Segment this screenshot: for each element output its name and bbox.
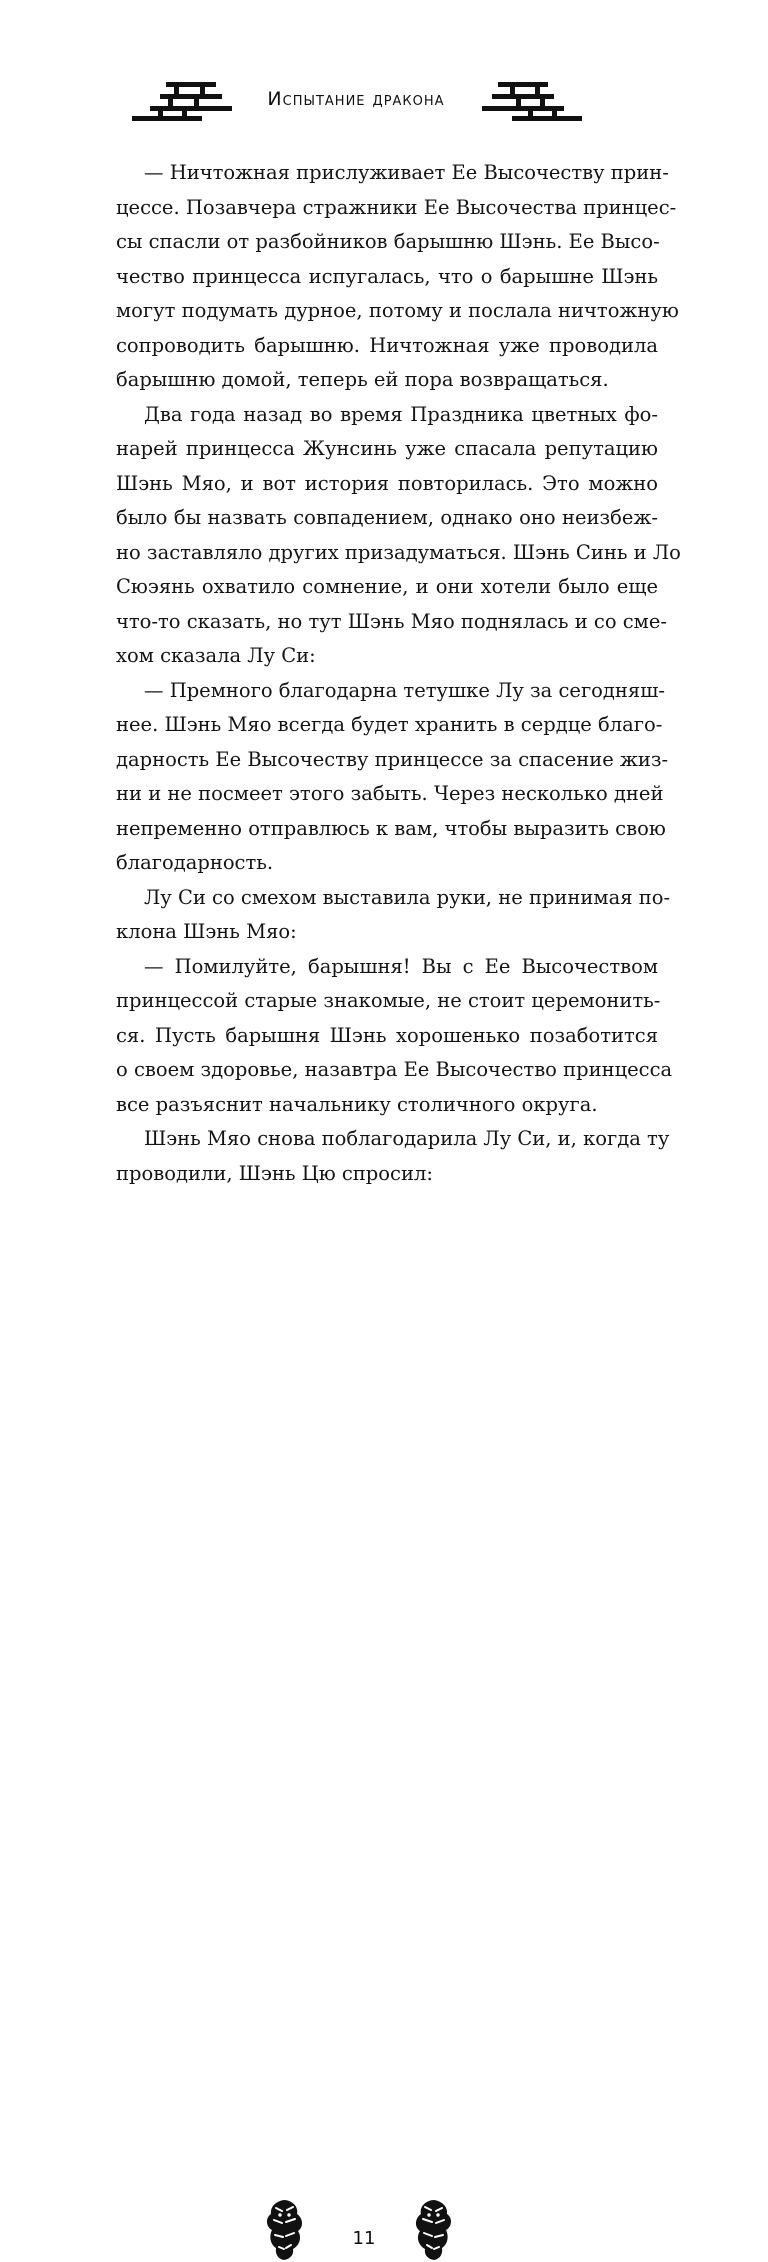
text-line: нее. Шэнь Мяо всегда будет хранить в сердце благо- [116, 713, 663, 736]
text-line: все разъяснит начальнику столичного округа. [116, 1092, 598, 1116]
text-line: Шэнь Мяо снова поблагодарила Лу Си, и, когда ту [144, 1127, 670, 1150]
text-line: непременно отправлюсь к вам, чтобы выразить свою [116, 816, 666, 840]
tiger-icon [262, 2198, 306, 2262]
text-line: Лу Си со смехом выставила руки, не принимая по- [144, 885, 671, 909]
text-line: благодарность. [116, 851, 274, 874]
text-line: барышню домой, теперь ей пора возвращаться. [116, 368, 609, 391]
text-line: но заставляло других призадуматься. Шэнь Синь и Ло [116, 540, 681, 564]
tiger-icon [412, 2198, 456, 2262]
text-line: могут подумать дурное, потому и послала ничтожную [116, 299, 679, 322]
text-line: о своем здоровье, назавтра Ее Высочество принцесса [116, 1058, 673, 1081]
text-line: нарей принцесса Жунсинь уже спасала репутацию [116, 437, 658, 460]
text-line: что-то сказать, но тут Шэнь Мяо поднялась и со сме- [116, 609, 667, 633]
text-line: чество принцесса испугалась, что о барышне Шэнь [116, 264, 658, 288]
text-line: Два года назад во время Праздника цветных фо- [144, 402, 658, 426]
text-line: — Помилуйте, барышня! Вы с Ее Высочеством [144, 954, 658, 978]
text-line: было бы назвать совпадением, однако оно неизбеж- [116, 506, 658, 529]
running-title: Испытание дракона [267, 88, 445, 110]
fret-ornament-icon [482, 80, 582, 122]
text-line: клона Шэнь Мяо: [116, 920, 297, 943]
text-line: цессе. Позавчера стражники Ее Высочества принцес- [116, 195, 677, 219]
text-line: — Премного благодарна тетушке Лу за сегодняш- [144, 678, 665, 702]
text-line: дарность Ее Высочеству принцессе за спасение жиз- [116, 747, 669, 771]
running-header [0, 0, 768, 140]
text-line: ся. Пусть барышня Шэнь хорошенько позаботится [116, 1023, 658, 1047]
page-footer [0, 1100, 768, 2249]
text-line: принцессой старые знакомые, не стоит церемонить- [116, 989, 661, 1012]
page-body [116, 156, 681, 1191]
text-line: — Ничтожная прислуживает Ее Высочеству прин- [144, 161, 669, 184]
page-number: 11 [352, 2228, 376, 2249]
text-line: ни и не посмеет этого забыть. Через несколько дней [116, 782, 664, 805]
text-line: Сюэянь охватило сомнение, и они хотели было еще [116, 575, 658, 598]
text-line: сы спасли от разбойников барышню Шэнь. Ее Высо- [116, 230, 660, 253]
text-line: сопроводить барышню. Ничтожная уже проводила [116, 333, 658, 357]
fret-ornament-icon [132, 80, 232, 122]
text-line: проводили, Шэнь Цю спросил: [116, 1161, 433, 1185]
text-line: Шэнь Мяо, и вот история повторилась. Это можно [116, 471, 658, 495]
text-line: хом сказала Лу Си: [116, 644, 316, 667]
